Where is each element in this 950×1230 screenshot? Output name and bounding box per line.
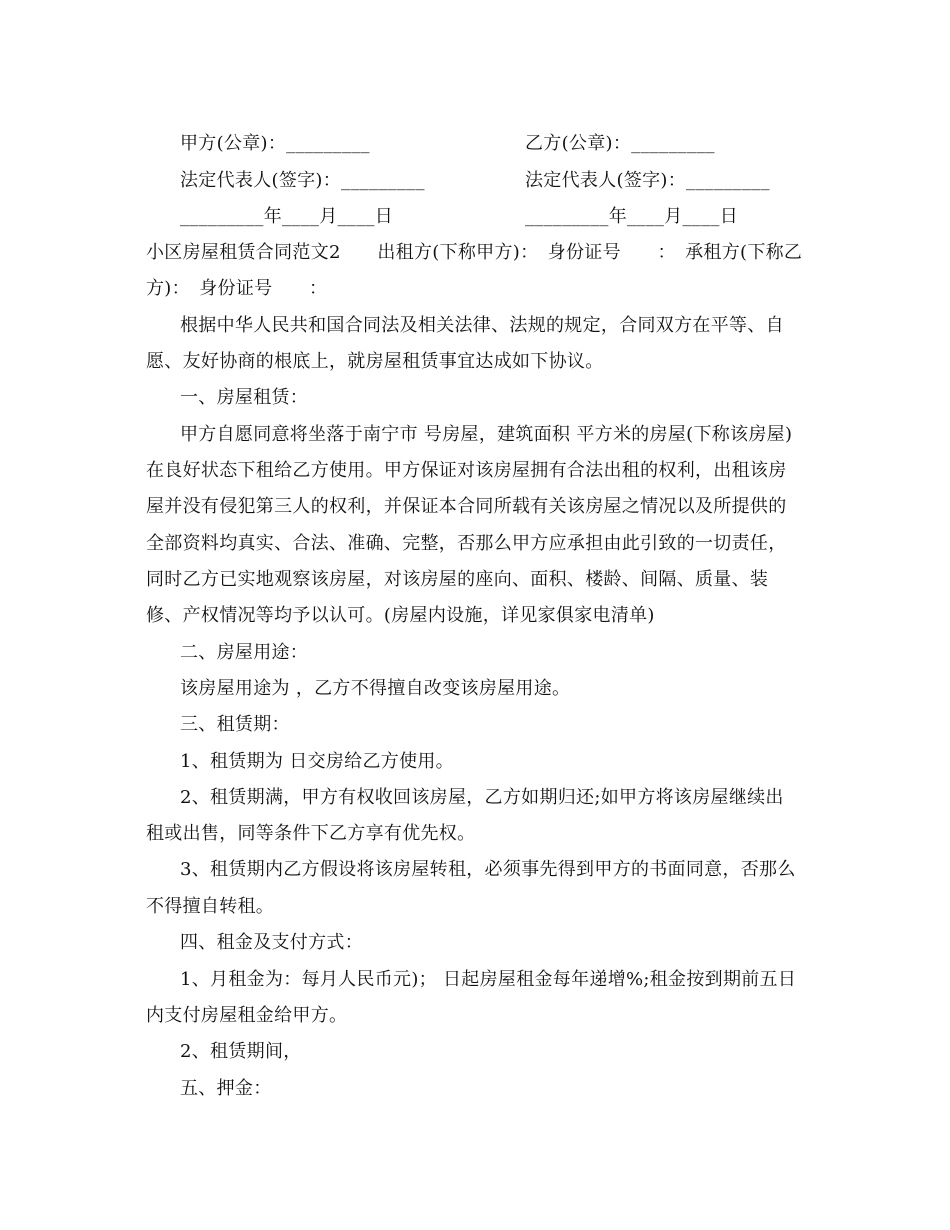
section3-item1: 1、租赁期为 日交房给乙方使用。: [180, 751, 454, 772]
section1-line-6: 修、产权情况等均予以认可。(房屋内设施，详见家俱家电清单): [146, 605, 655, 626]
section1-line-4: 全部资料均真实、合法、准确、完整，否那么甲方应承担由此引致的一切责任，: [146, 533, 787, 554]
party-b-seal-line: 乙方(公章)：_________: [525, 133, 715, 154]
section3-item3-line-1: 3、租赁期内乙方假设将该房屋转租，必须事先得到甲方的书面同意，否那么: [180, 859, 796, 880]
party-a-date-line: _________年____月____日: [180, 206, 393, 227]
party-a-seal-line: 甲方(公章)：_________: [180, 133, 370, 154]
section4-title: 四、租金及支付方式：: [180, 932, 363, 953]
section4-item1-line-2: 内支付房屋租金给甲方。: [146, 1005, 348, 1026]
party-a-rep-line: 法定代表人(签字)：_________: [180, 170, 425, 191]
section2-body: 该房屋用途为 ，乙方不得擅自改变该房屋用途。: [180, 678, 571, 699]
section5-title: 五、押金：: [180, 1078, 272, 1099]
party-b-rep-line: 法定代表人(签字)：_________: [525, 170, 770, 191]
section1-line-1: 甲方自愿同意将坐落于南宁市 号房屋，建筑面积 平方米的房屋(下称该房屋): [180, 424, 793, 445]
section4-item2: 2、租赁期间，: [180, 1041, 302, 1062]
contract-heading-line-2: 方)： 身份证号 ：: [146, 278, 328, 299]
intro-line-2: 愿、友好协商的根底上，就房屋租赁事宜达成如下协议。: [146, 351, 604, 372]
section3-item2-line-2: 租或出售，同等条件下乙方享有优先权。: [146, 823, 476, 844]
section3-item3-line-2: 不得擅自转租。: [146, 896, 275, 917]
intro-line-1: 根据中华人民共和国合同法及相关法律、法规的规定，合同双方在平等、自: [180, 315, 784, 336]
section2-title: 二、房屋用途：: [180, 642, 309, 663]
section1-line-2: 在良好状态下租给乙方使用。甲方保证对该房屋拥有合法出租的权利，出租该房: [146, 460, 787, 481]
section3-title: 三、租赁期：: [180, 714, 290, 735]
section4-item1-line-1: 1、月租金为：每月人民币元)； 日起房屋租金每年递增%;租金按到期前五日: [180, 969, 797, 990]
section1-title: 一、房屋租赁：: [180, 387, 309, 408]
section3-item2-line-1: 2、租赁期满，甲方有权收回该房屋，乙方如期归还;如甲方将该房屋继续出: [180, 787, 784, 808]
party-b-date-line: _________年____月____日: [525, 206, 738, 227]
section1-line-3: 屋并没有侵犯第三人的权利，并保证本合同所载有关该房屋之情况以及所提供的: [146, 496, 787, 517]
section1-line-5: 同时乙方已实地观察该房屋，对该房屋的座向、面积、楼龄、间隔、质量、装: [146, 569, 769, 590]
contract-heading-line: 小区房屋租赁合同范文2 出租方(下称甲方)： 身份证号 ： 承租方(下称乙: [146, 242, 803, 263]
